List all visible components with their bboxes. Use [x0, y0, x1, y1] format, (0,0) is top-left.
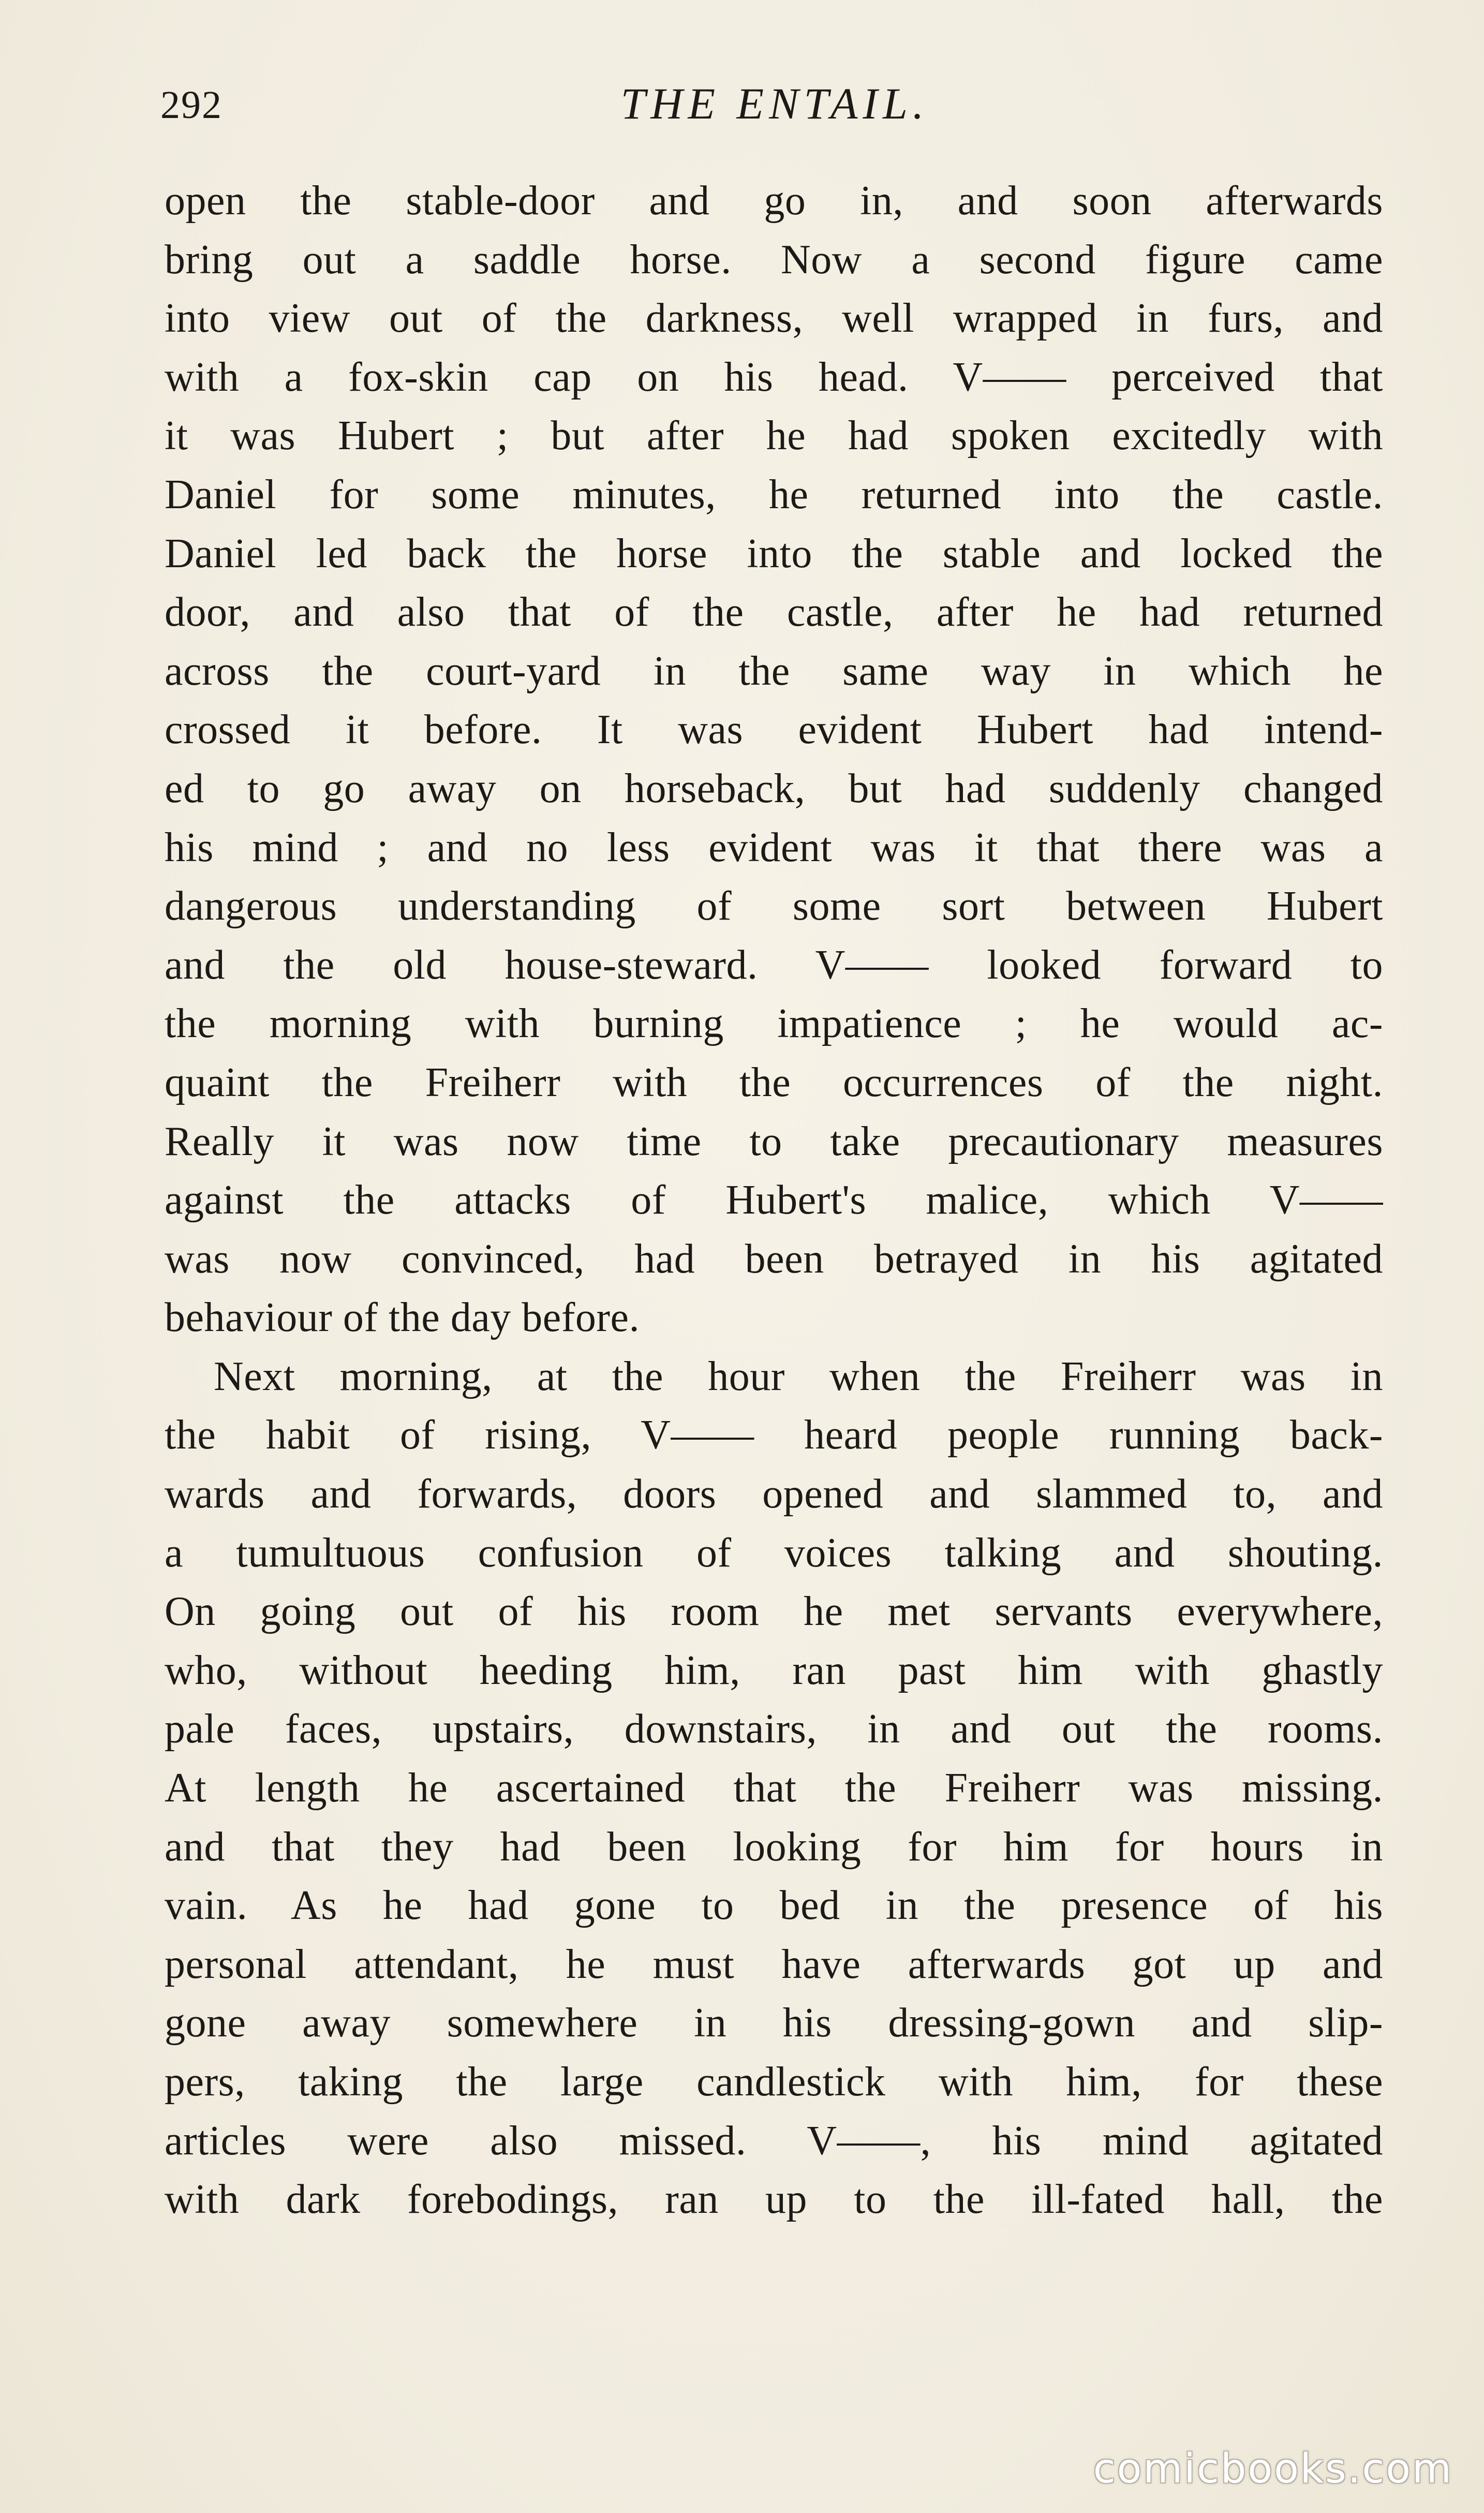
page-number: 292 — [160, 83, 222, 127]
text-line: On going out of his room he met servants everywhere, — [165, 1589, 1383, 1635]
paragraph-1 — [165, 172, 1383, 1348]
running-title: THE ENTAIL. — [620, 79, 929, 128]
text-line: articles were also missed. V——, his mind agitated — [165, 2118, 1383, 2164]
text-line: Really it was now time to take precautionary measures — [165, 1118, 1383, 1164]
watermark: comicbooks.com — [1093, 2446, 1453, 2492]
text-line: a tumultuous confusion of voices talking and shouting. — [165, 1530, 1383, 1576]
text-line: pers, taking the large candlestick with him, for these — [165, 2059, 1383, 2105]
text-line: and that they had been looking for him for hours in — [165, 1824, 1383, 1870]
text-line: pale faces, upstairs, downstairs, in and out the rooms. — [165, 1706, 1383, 1752]
text-line: dangerous understanding of some sort between Hubert — [165, 883, 1383, 929]
text-line: gone away somewhere in his dressing-gown and slip- — [165, 2000, 1383, 2046]
text-line: ed to go away on horseback, but had suddenly changed — [165, 765, 1383, 811]
text-line: At length he ascertained that the Freiherr was missing. — [165, 1765, 1383, 1811]
text-line: Daniel for some minutes, he returned into the castle. — [165, 471, 1383, 518]
text-line: was now convinced, had been betrayed in his agitated — [165, 1236, 1383, 1282]
text-line: wards and forwards, doors opened and slammed to, and — [165, 1471, 1383, 1517]
text-line: quaint the Freiherr with the occurrences of the night. — [165, 1059, 1383, 1105]
text-line: door, and also that of the castle, after he had returned — [165, 589, 1383, 635]
paragraph-2 — [165, 1348, 1383, 2229]
text-line: the morning with burning impatience ; he would ac- — [165, 1001, 1383, 1047]
body-text — [165, 172, 1383, 2229]
text-line: vain. As he had gone to bed in the presence of his — [165, 1883, 1383, 1929]
text-line: with a fox-skin cap on his head. V—— perceived that — [165, 354, 1383, 400]
text-line: his mind ; and no less evident was it that there was a — [165, 824, 1383, 870]
text-line: and the old house-steward. V—— looked forward to — [165, 942, 1383, 988]
text-line: personal attendant, he must have afterwards got up and — [165, 1941, 1383, 1987]
text-line: Next morning, at the hour when the Freiherr was in — [214, 1353, 1383, 1399]
text-line: open the stable-door and go in, and soon afterwards — [165, 178, 1383, 224]
text-line: crossed it before. It was evident Hubert had intend- — [165, 707, 1383, 753]
text-line: bring out a saddle horse. Now a second figure came — [165, 236, 1383, 283]
text-line: the habit of rising, V—— heard people running back- — [165, 1412, 1383, 1458]
text-line: against the attacks of Hubert's malice, which V—— — [165, 1177, 1383, 1223]
text-line: into view out of the darkness, well wrapped in furs, and — [165, 295, 1383, 342]
text-line: it was Hubert ; but after he had spoken excitedly with — [165, 413, 1383, 459]
text-line: Daniel led back the horse into the stable and locked the — [165, 530, 1383, 576]
running-head — [160, 78, 1389, 135]
text-line: across the court-yard in the same way in which he — [165, 648, 1383, 694]
text-line: who, without heeding him, ran past him with ghastly — [165, 1647, 1383, 1693]
text-line: behaviour of the day before. — [165, 1295, 640, 1341]
text-line: with dark forebodings, ran up to the ill-fated hall, the — [165, 2177, 1383, 2223]
